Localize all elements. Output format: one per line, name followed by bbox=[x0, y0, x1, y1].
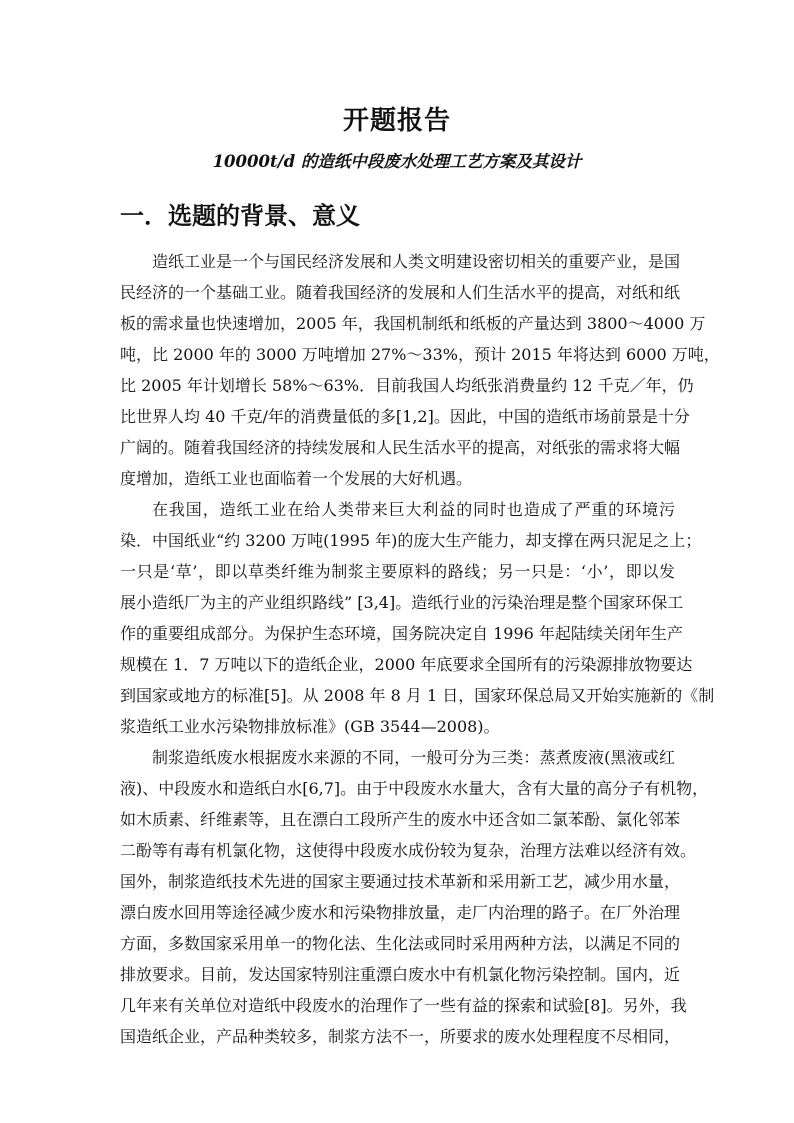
paragraph-line: 国外，制浆造纸技术先进的国家主要通过技术革新和采用新工艺，减少用水量， bbox=[120, 872, 681, 891]
paragraph-line: 作的重要组成部分。为保护生态环境，国务院决定自 1996 年起陆续关闭年生产 bbox=[120, 624, 683, 643]
paragraph-line: 如木质素、纤维素等，且在漂白工段所产生的废水中还含如二氯苯酚、氯化邻苯 bbox=[120, 810, 681, 829]
paragraph-line: 造纸工业是一个与国民经济发展和人类文明建设密切相关的重要产业，是国 bbox=[152, 252, 681, 271]
paragraph-line: 国造纸企业，产品种类较多，制浆方法不一，所要求的废水处理程度不尽相同， bbox=[120, 1027, 681, 1046]
paragraph-line: 制浆造纸废水根据废水来源的不同，一般可分为三类：蒸煮废液(黑液或红 bbox=[152, 748, 675, 767]
paragraph-line: 比世界人均 40 千克/年的消费量低的多[1,2]。因此，中国的造纸市场前景是十分 bbox=[120, 407, 690, 426]
paragraph-line: 二酚等有毒有机氯化物，这使得中段废水成份较为复杂，治理方法难以经济有效。 bbox=[120, 841, 697, 860]
paragraph-line: 民经济的一个基础工业。随着我国经济的发展和人们生活水平的提高，对纸和纸 bbox=[120, 283, 681, 302]
report-subtitle: 10000t/d 的造纸中段废水处理工艺方案及其设计 bbox=[212, 152, 582, 171]
paragraph-line: 吨，比 2000 年的 3000 万吨增加 27%～33%，预计 2015 年将达到 6000 万吨， bbox=[120, 345, 720, 364]
paragraph-line: 一只是‘草’，即以草类纤维为制浆主要原料的路线；另一只是：‘小’，即以发 bbox=[120, 562, 675, 581]
paragraph-line: 几年来有关单位对造纸中段废水的治理作了一些有益的探索和试验[8]。另外，我 bbox=[120, 996, 687, 1015]
body-text bbox=[120, 246, 720, 1052]
paragraph-line: 漂白废水回用等途径减少废水和污染物排放量，走厂内治理的路子。在厂外治理 bbox=[120, 903, 681, 922]
paragraph-line: 染．中国纸业“约 3200 万吨(1995 年)的庞大生产能力，却支撑在两只泥足之上； bbox=[120, 531, 702, 550]
paragraph-line: 比 2005 年计划增长 58%～63%．目前我国人均纸张消费量约 12 千克／年，仍 bbox=[120, 376, 694, 395]
paragraph-line: 在我国，造纸工业在给人类带来巨大利益的同时也造成了严重的环境污 bbox=[152, 500, 675, 519]
paragraph-line: 度增加，造纸工业也面临着一个发展的大好机遇。 bbox=[120, 469, 473, 488]
paragraph-line: 方面，多数国家采用单一的物化法、生化法或同时采用两种方法，以满足不同的 bbox=[120, 934, 681, 953]
paragraph-line: 展小造纸厂为主的产业组织路线” [3,4]。造纸行业的污染治理是整个国家环保工 bbox=[120, 593, 684, 612]
report-title: 开题报告 bbox=[342, 106, 451, 136]
paragraph-line: 广阔的。随着我国经济的持续发展和人民生活水平的提高，对纸张的需求将大幅 bbox=[120, 438, 681, 457]
paragraph-line: 排放要求。目前，发达国家特别注重漂白废水中有机氯化物污染控制。国内，近 bbox=[120, 965, 681, 984]
section-heading: 一．选题的背景、意义 bbox=[120, 202, 360, 230]
paragraph-line: 浆造纸工业水污染物排放标准》(GB 3544—2008)。 bbox=[120, 717, 500, 736]
paragraph-line: 规模在 1．7 万吨以下的造纸企业，2000 年底要求全国所有的污染源排放物要达 bbox=[120, 655, 693, 674]
paragraph-line: 到国家或地方的标准[5]。从 2008 年 8 月 1 日，国家环保总局又开始实施新的《制 bbox=[120, 686, 715, 705]
paragraph-line: 液)、中段废水和造纸白水[6,7]。由于中段废水水量大，含有大量的高分子有机物， bbox=[120, 779, 709, 798]
paragraph-line: 板的需求量也快速增加，2005 年，我国机制纸和纸板的产量达到 3800～4000 万 bbox=[120, 314, 706, 333]
